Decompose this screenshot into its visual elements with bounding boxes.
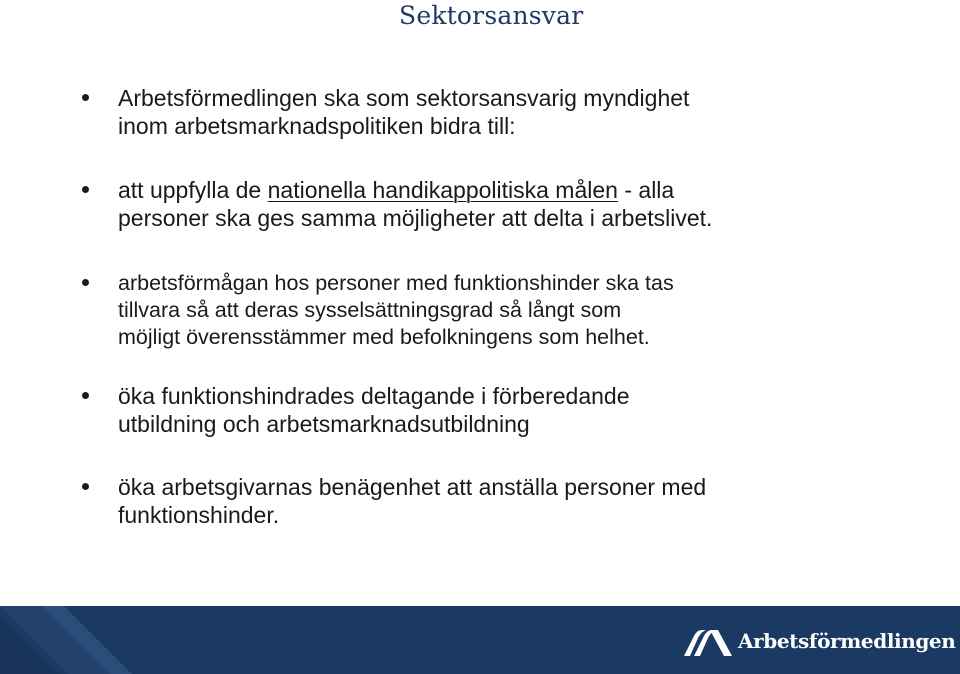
- bullet-line: tillvara så att deras sysselsättningsgrad så långt som: [118, 298, 622, 322]
- bullet-dot-icon: [82, 279, 89, 286]
- bullet-line: öka funktionshindrades deltagande i förberedande: [118, 383, 630, 409]
- bullet-dot-icon: [82, 483, 89, 490]
- bullet-line: utbildning och arbetsmarknadsutbildning: [118, 411, 530, 437]
- logo-wordmark: Arbetsförmedlingen: [738, 629, 956, 653]
- bullet-text: [118, 473, 838, 529]
- arbetsformedlingen-logo: [684, 626, 956, 662]
- bullet-line: inom arbetsmarknadspolitiken bidra till:: [118, 113, 516, 139]
- bullet-text-segment: att uppfylla de: [118, 177, 268, 203]
- goals-link[interactable]: nationella handikappolitiska målen: [267, 177, 618, 203]
- bullet-dot-icon: [82, 186, 89, 193]
- bullet-text: [118, 84, 838, 140]
- bullet-text: [118, 270, 838, 351]
- bullet-line: möjligt överensstämmer med befolkningens som helhet.: [118, 325, 650, 349]
- bullet-line: Arbetsförmedlingen ska som sektorsansvarig myndighet: [118, 85, 690, 111]
- bullet-line: arbetsförmågan hos personer med funktionshinder ska tas: [118, 271, 674, 295]
- bullet-line: personer ska ges samma möjligheter att delta i arbetslivet.: [118, 205, 713, 231]
- bullet-line: funktionshinder.: [118, 502, 280, 528]
- bullet-dot-icon: [82, 392, 89, 399]
- bullet-dot-icon: [82, 94, 89, 101]
- bullet-line: [118, 176, 838, 204]
- af-logo-mark-icon: [684, 628, 734, 658]
- bullet-text: [118, 176, 838, 232]
- slide-title: Sektorsansvar: [399, 1, 584, 30]
- bullet-text: [118, 382, 838, 438]
- bullet-text-segment: - alla: [617, 177, 675, 203]
- bullet-line: öka arbetsgivarnas benägenhet att anställa personer med: [118, 474, 707, 500]
